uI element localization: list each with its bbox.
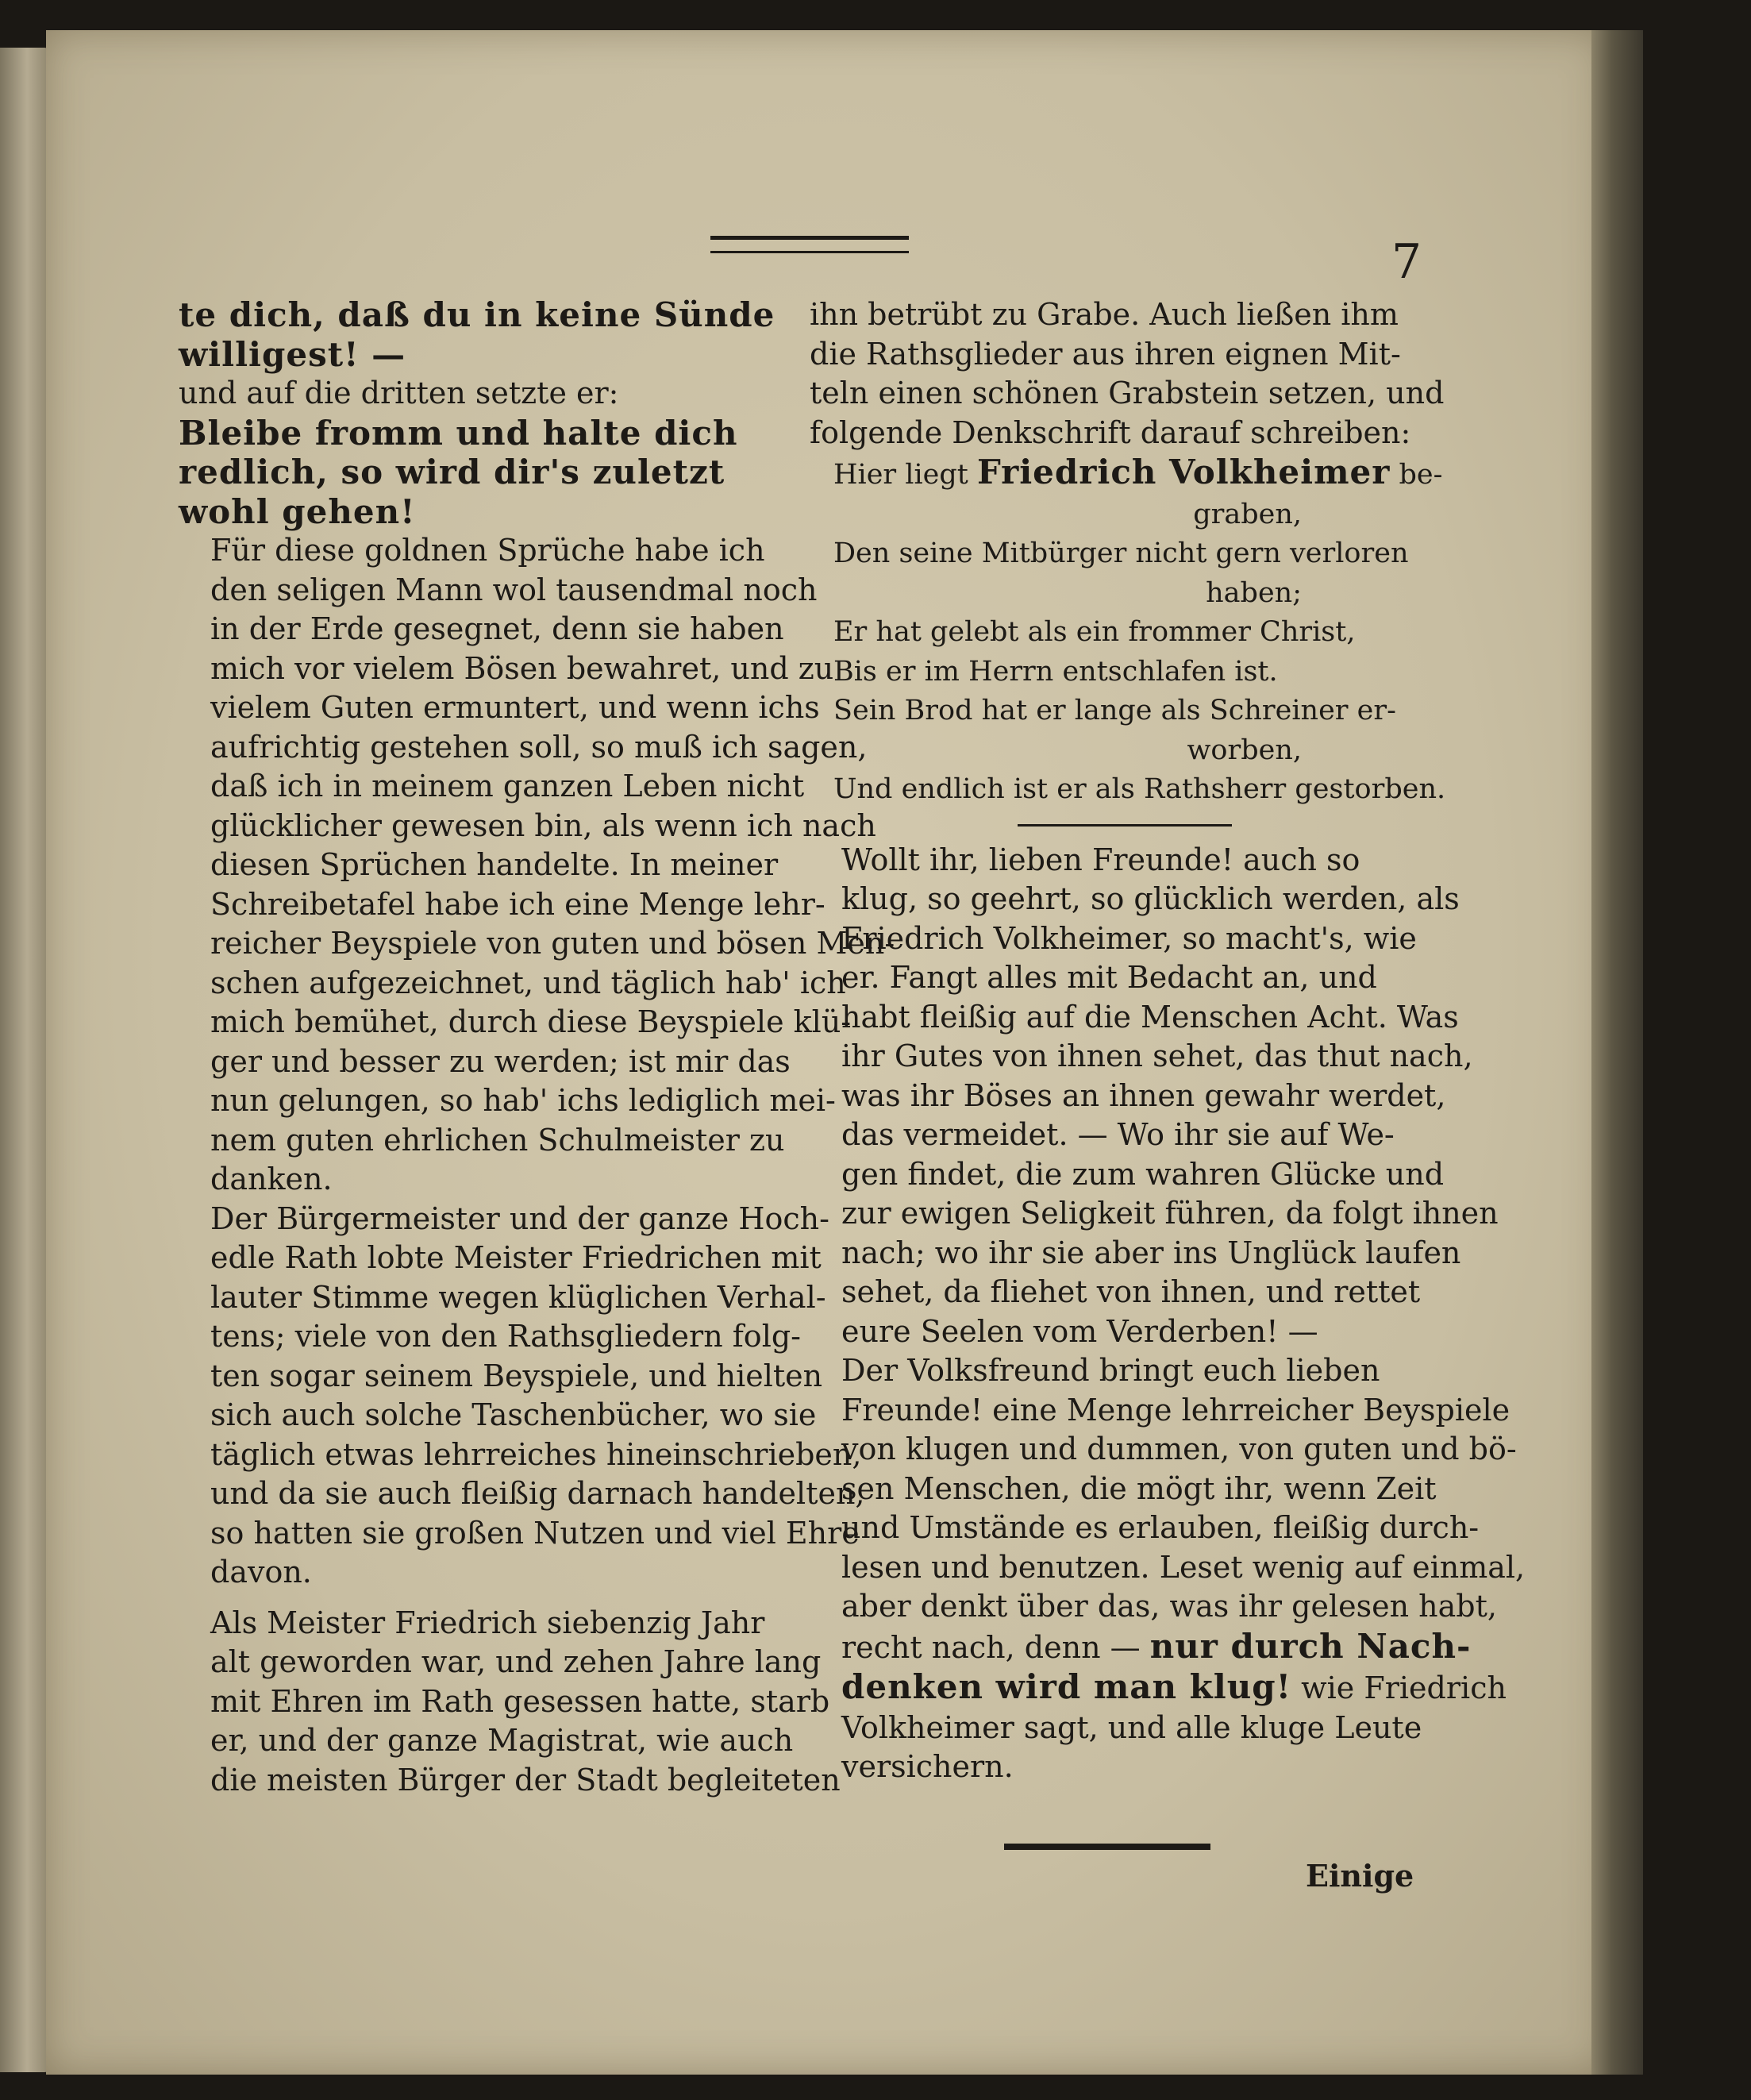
emphasis: denken wird man klug!	[841, 1667, 1292, 1706]
paragraph: Für diese goldnen Sprüche habe ich den seligen Mann wol tausendmal noch in der Erde gesegnet, denn sie haben mich vor vielem Bösen bewahret, und zu vielem Guten ermuntert, und wenn ichs aufrichtig gestehen soll, so muß ich sagen, daß ich in meinem ganzen Leben nicht glücklicher gewesen bin, als wenn ich nach diesen Sprüchen handelte. In meiner Schreibetafel habe ich eine Menge lehr- reicher Beyspiele von guten und bösen Men- schen aufgezeichnet, und täglich hab' ich mich bemühet, durch diese Beyspiele klü- ger und besser zu werden; ist mir das nun gelungen, so hab' ichs lediglich mei- nem guten ehrlichen Schulmeister zu danken.	[210, 533, 895, 1196]
text-line: te dich, daß du in keine Sünde	[179, 295, 775, 334]
paragraph: Als Meister Friedrich siebenzig Jahr alt geworden war, und zehen Jahre lang mit Ehren im Rath gesessen hatte, starb er, und der ganze Magistrat, wie auch die meisten Bürger der Stadt begleiteten	[210, 1605, 841, 1798]
third-motto: Bleibe fromm und halte dich redlich, so wird dir's zuletzt wohl gehen!	[179, 413, 738, 531]
header-rule	[710, 236, 909, 253]
epitaph: Hier liegt Friedrich Volkheimer be- graben, Den seine Mitbürger nicht gern verloren haben; Er hat gelebt als ein frommer Christ, Bis er im Herrn entschlafen ist. Sein Brod hat er lange als Schreiner er- worben, Und endlich ist er als Rathsherr gestorben.	[810, 453, 1421, 810]
catchword: Einige	[1306, 1858, 1414, 1894]
paragraph: Der Volksfreund bringt euch lieben Freunde! eine Menge lehrreicher Beyspiele von klugen und dummen, von guten und bö- sen Menschen, die mögt ihr, wenn Zeit und Umstände es erlauben, fleißig durch- lesen und benutzen. Leset wenig auf einmal, aber denkt über das, was ihr gelesen habt, recht nach, denn — nur durch Nach- denken wird man klug! wie Friedrich Volkheimer sagt, und alle kluge Leute versichern.	[841, 1353, 1526, 1784]
left-column	[179, 295, 895, 1800]
paragraph: Wollt ihr, lieben Freunde! auch so klug, so geehrt, so glücklich werden, als Friedrich Volkheimer, so macht's, wie er. Fangt alles mit Bedacht an, und habt fleißig auf die Menschen Acht. Was ihr Gutes von ihnen sehet, das thut nach, was ihr Böses an ihnen gewahr werdet, das vermeidet. — Wo ihr sie auf We- gen findet, die zum wahren Glücke und zur ewigen Seligkeit führen, da folgt ihnen nach; wo ihr sie aber ins Unglück laufen sehet, da fliehet von ihnen, und rettet eure Seelen vom Verderben! —	[841, 842, 1499, 1349]
right-column	[810, 295, 1526, 1787]
section-rule	[1018, 824, 1232, 827]
epitaph-name: Friedrich Volkheimer	[976, 453, 1391, 491]
paragraph: Der Bürgermeister und der ganze Hoch- edle Rath lobte Meister Friedrichen mit lauter Stimme wegen klüglichen Verhal- tens; viele von den Rathsgliedern folg- ten sogar seinem Beyspiele, und hielten sich auch solche Taschenbücher, wo sie täglich etwas lehrreiches hineinschrieben, und da sie auch fleißig darnach handelten, so hatten sie großen Nutzen und viel Ehre davon.	[210, 1200, 865, 1589]
page-number: 7	[1391, 234, 1422, 290]
text-line: willigest! —	[179, 334, 406, 374]
end-rule	[1004, 1844, 1210, 1850]
facing-page-edge	[0, 48, 49, 2072]
continued-motto	[179, 295, 794, 374]
intro-line: und auf die dritten setzte er:	[179, 376, 619, 410]
emphasis: nur durch Nach-	[1149, 1626, 1472, 1666]
page-stack-edge	[1591, 30, 1643, 2075]
epitaph-line: Hier liegt Friedrich Volkheimer be-	[833, 453, 1443, 491]
paragraph: ihn betrübt zu Grabe. Auch ließen ihm die Rathsglieder aus ihren eignen Mit- teln einen schönen Grabstein setzen, und folgende Denkschrift darauf schreiben:	[810, 297, 1445, 450]
